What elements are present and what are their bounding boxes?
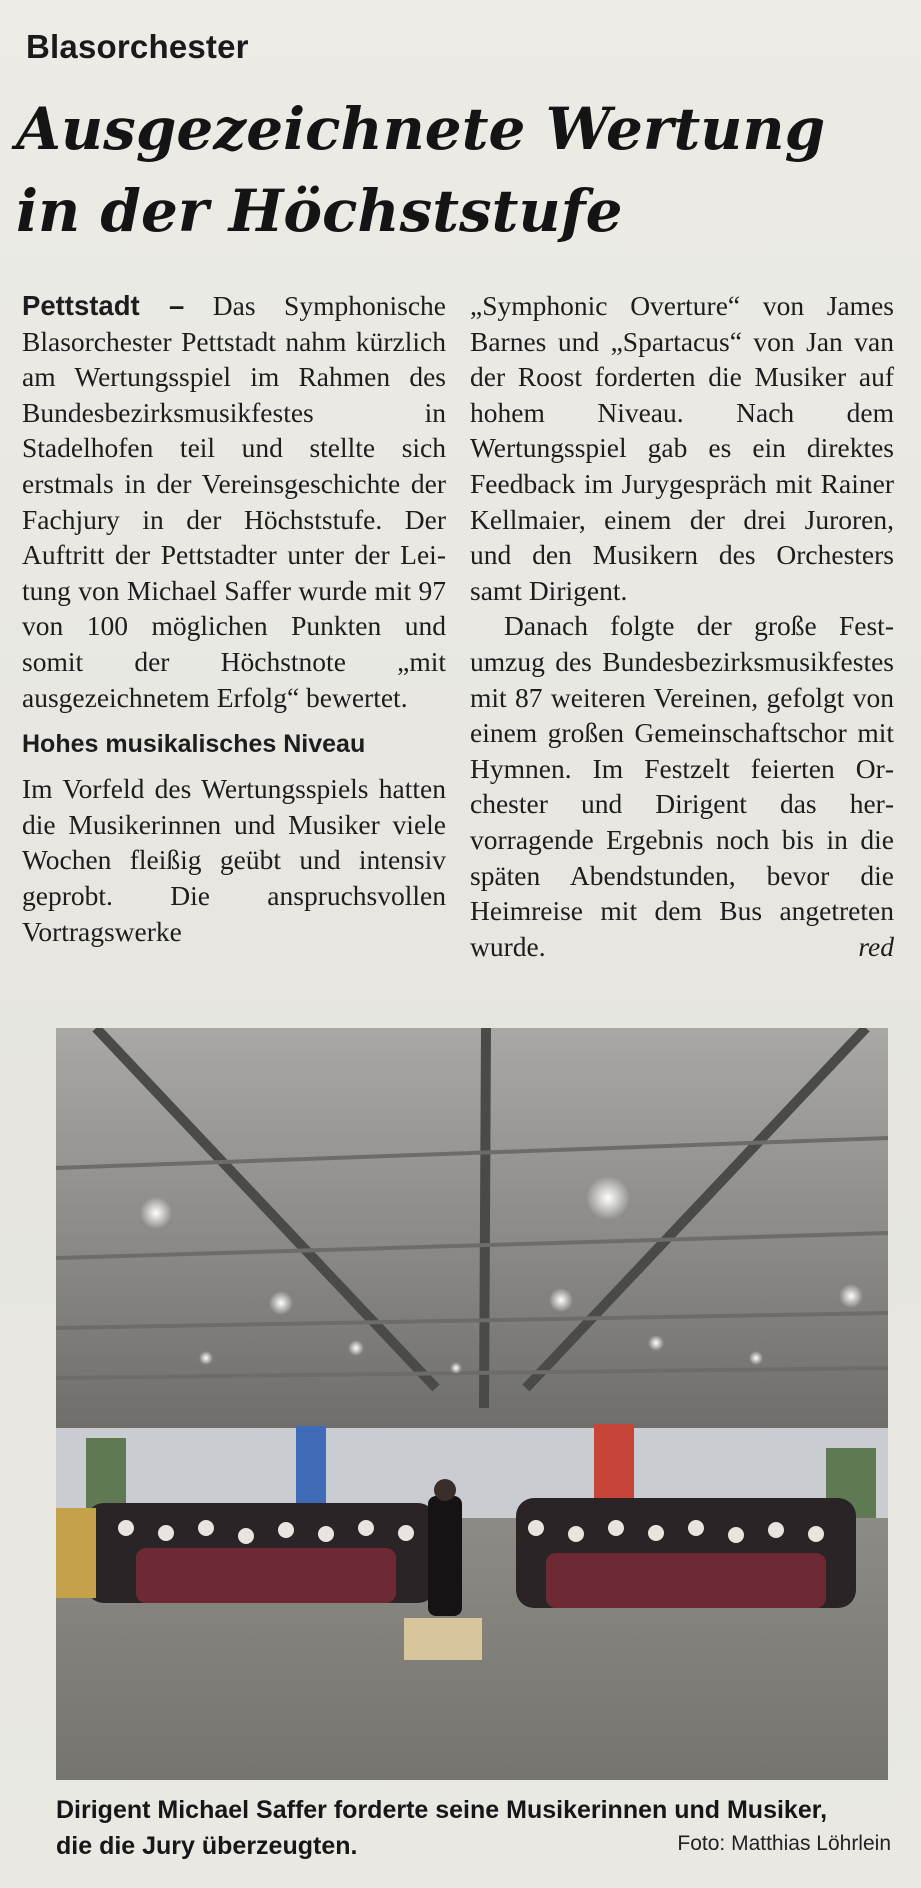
orchestra-photo-illustration bbox=[56, 1028, 888, 1780]
headline-line-2: in der Höchststufe bbox=[16, 177, 623, 245]
conductor bbox=[428, 1479, 462, 1616]
paragraph-festival bbox=[470, 608, 894, 964]
photo-credit: Foto: Matthias Löhrlein bbox=[677, 1832, 891, 1855]
caption-line-1: Dirigent Michael Saffer forderte seine Musikerinnen und Musiker, bbox=[56, 1796, 828, 1824]
plant-left bbox=[86, 1438, 126, 1508]
subheading: Hohes musikalisches Niveau bbox=[22, 730, 366, 759]
conductor-podium bbox=[404, 1618, 482, 1660]
paragraph-intro-text: Das Symphonische Blasorchester Pettstadt nahm kürzlich am Wertungsspiel im Rahmen des Bundesbezirksmusikfestes in Stadelhofen teil und stellte sich erstmals in der Vereinsgeschichte der Fachjury in der Höchststufe. Der Auftritt der Pettstadter unter der Leitung von Michael Saffer wurde mit 97 von 100 möglichen Punkten und somit der Höchstnote „mit ausgezeichnetem Erfolg“ bewertet. bbox=[22, 290, 446, 713]
paragraph-festival-text: Danach folgte der große Festumzug des Bundesbezirksmusikfestes mit 87 weiteren Vereinen, gefolgt von einem großen Gemeinschaftschor mit Hymnen. Im Festzelt feierten Orchester und Dirigent das hervorragende Ergebnis noch bis in die späten Abendstunden, bevor die Heimreise mit dem Bus angetreten wurde. bbox=[470, 610, 894, 962]
paragraph-feedback: „Symphonic Overture“ von James Barnes und „Spartacus“ von Jan van der Roost forderten die Musiker auf hohem Niveau. Nach dem Wertungsspiel gab es ein direktes Feedback im Jurygespräch mit Rainer Kellmaier, einem der drei Juroren, und den Musikern des Orchesters samt Dirigent. bbox=[470, 290, 894, 606]
caption-line-2: die die Jury überzeugten. bbox=[56, 1832, 358, 1860]
article-column-left bbox=[22, 288, 446, 949]
dateline: Pettstadt – bbox=[22, 290, 185, 321]
headline-line-1: Ausgezeichnete Wertung bbox=[16, 95, 826, 163]
paragraph-intro bbox=[22, 288, 446, 715]
headline bbox=[16, 88, 896, 252]
section-rubric: Blasorchester bbox=[26, 28, 249, 65]
article-photo bbox=[56, 1028, 888, 1780]
article-column-right bbox=[470, 288, 894, 964]
paragraph-preparation: Im Vorfeld des Wertungsspiels hatten die Musikerinnen und Musiker viele Wochen fleißig geübt und intensiv geprobt. Die anspruchsvollen Vortragswerke bbox=[22, 773, 446, 947]
author-signature: red bbox=[858, 930, 894, 962]
